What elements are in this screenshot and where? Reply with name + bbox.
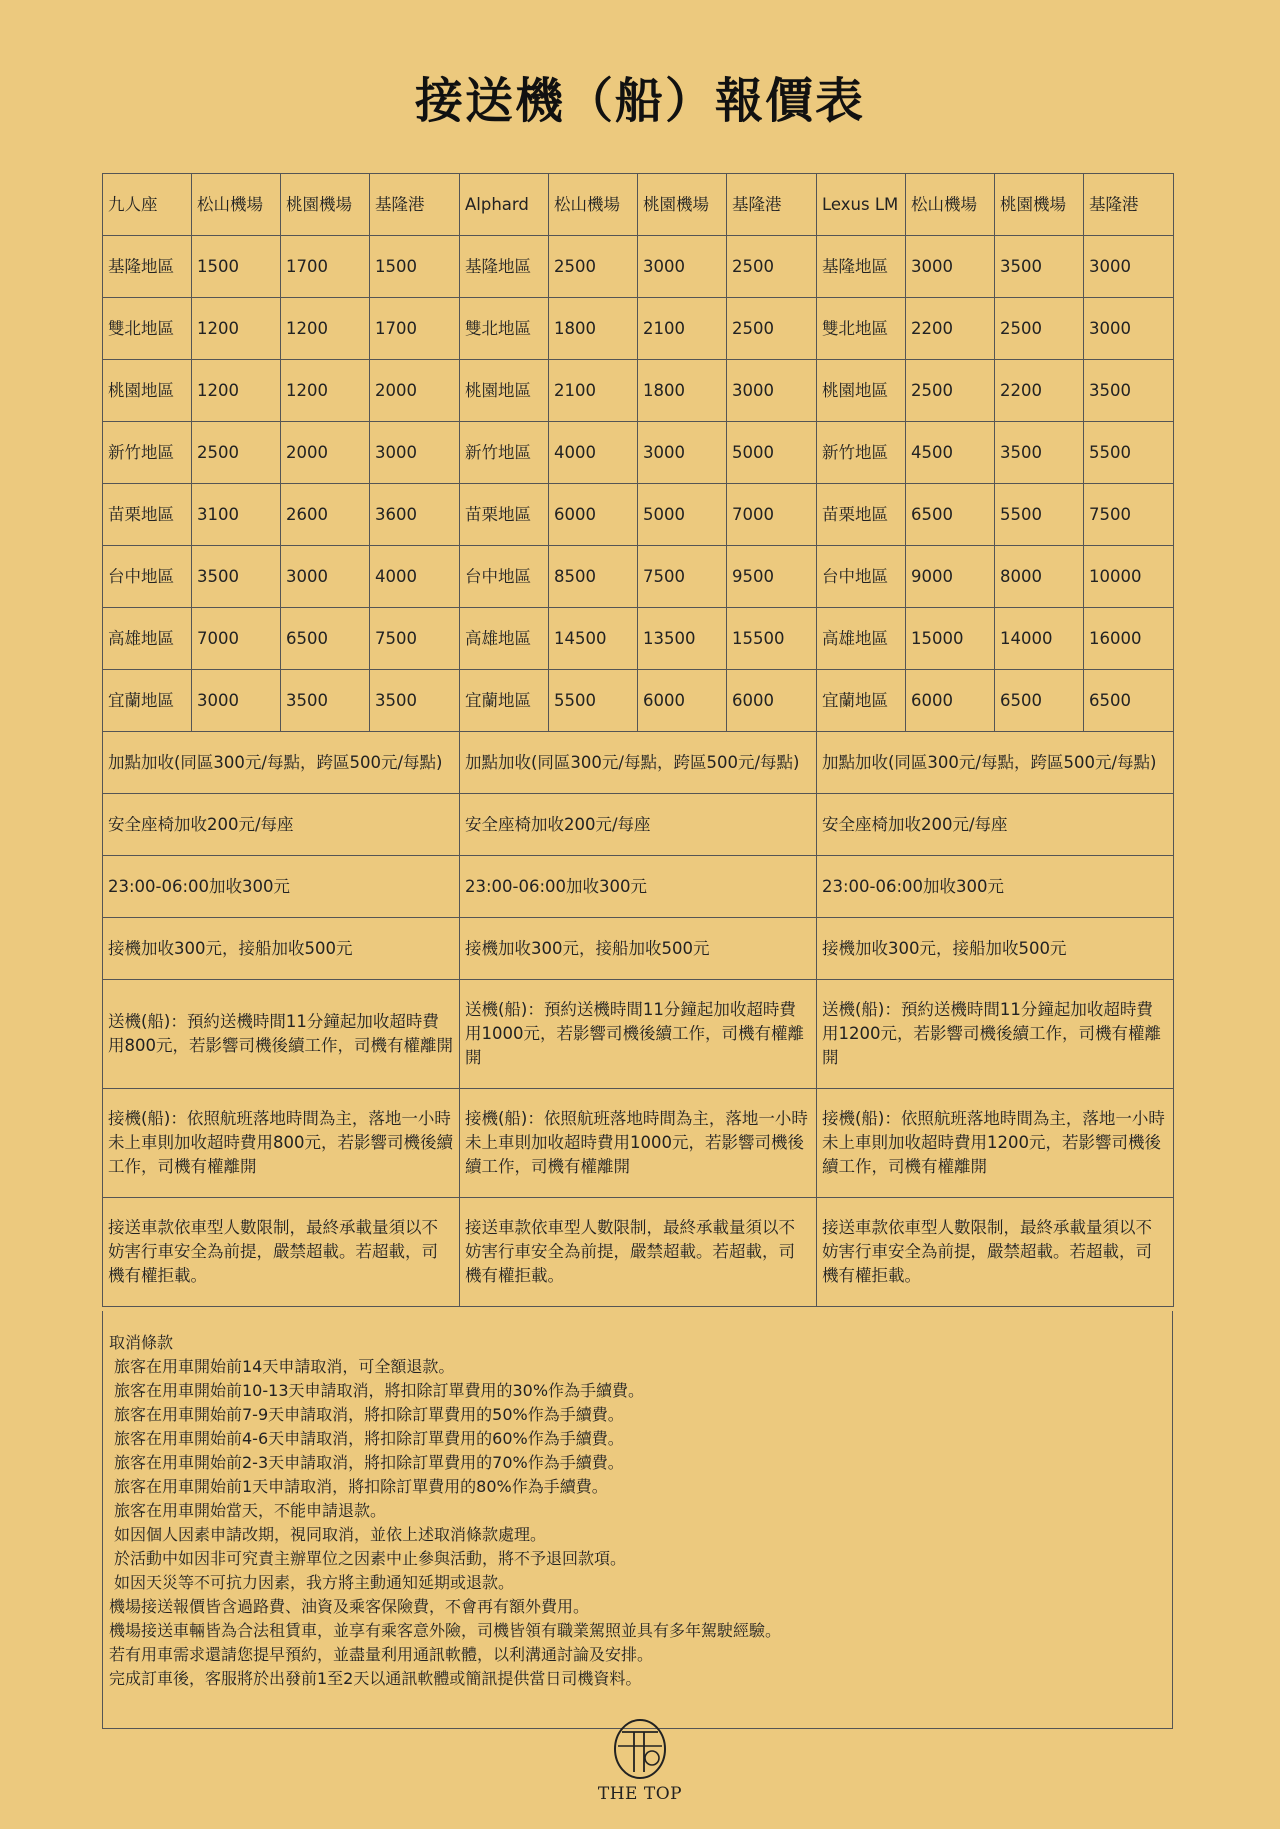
pickup-fee-note: 接機加收300元，接船加收500元 — [103, 918, 460, 980]
area-label: 新竹地區 — [460, 422, 549, 484]
child-seat-note: 安全座椅加收200元/每座 — [460, 794, 817, 856]
price-cell: 6500 — [906, 484, 995, 546]
child-seat-note: 安全座椅加收200元/每座 — [817, 794, 1174, 856]
dropoff-overtime-note: 送機(船)：預約送機時間11分鐘起加收超時費用1200元，若影響司機後續工作，司機有權離開 — [817, 980, 1174, 1089]
capacity-note: 接送車款依車型人數限制，最終承載量須以不妨害行車安全為前提，嚴禁超載。若超載，司機有權拒載。 — [103, 1198, 460, 1307]
price-cell: 2500 — [906, 360, 995, 422]
area-label: 桃園地區 — [817, 360, 906, 422]
price-cell: 1700 — [281, 236, 370, 298]
location-header: 基隆港 — [1084, 174, 1174, 236]
pickup-overtime-note: 接機(船)：依照航班落地時間為主，落地一小時未上車則加收超時費用800元，若影響司機後續工作，司機有權離開 — [103, 1089, 460, 1198]
cancellation-heading: 取消條款 — [109, 1333, 174, 1352]
price-cell: 13500 — [638, 608, 727, 670]
price-cell: 2200 — [995, 360, 1084, 422]
price-cell: 3000 — [638, 422, 727, 484]
area-label: 宜蘭地區 — [460, 670, 549, 732]
price-cell: 3000 — [727, 360, 817, 422]
price-cell: 7000 — [727, 484, 817, 546]
cancellation-rule: 旅客在用車開始當天，不能申請退款。 — [114, 1501, 387, 1520]
capacity-note: 接送車款依車型人數限制，最終承載量須以不妨害行車安全為前提，嚴禁超載。若超載，司機有權拒載。 — [817, 1198, 1174, 1307]
price-cell: 8500 — [549, 546, 638, 608]
cancellation-rule: 於活動中如因非可究責主辦單位之因素中止參與活動，將不予退回款項。 — [114, 1549, 627, 1568]
header-row — [103, 174, 1174, 236]
note-row — [103, 980, 1174, 1089]
monogram-emblem-icon — [610, 1718, 670, 1780]
note-row — [103, 856, 1174, 918]
area-label: 宜蘭地區 — [817, 670, 906, 732]
dropoff-overtime-note: 送機(船)：預約送機時間11分鐘起加收超時費用800元，若影響司機後續工作，司機有權離開 — [103, 980, 460, 1089]
price-cell: 2500 — [192, 422, 281, 484]
area-label: 新竹地區 — [817, 422, 906, 484]
note-row — [103, 1089, 1174, 1198]
extra-stop-note: 加點加收(同區300元/每點，跨區500元/每點) — [460, 732, 817, 794]
price-cell: 6500 — [995, 670, 1084, 732]
general-note: 機場接送車輛皆為合法租賃車，並享有乘客意外險，司機皆領有職業駕照並具有多年駕駛經驗。 — [109, 1621, 782, 1640]
night-surcharge-note: 23:00-06:00加收300元 — [460, 856, 817, 918]
extra-stop-note: 加點加收(同區300元/每點，跨區500元/每點) — [103, 732, 460, 794]
price-cell: 3600 — [370, 484, 460, 546]
area-label: 桃園地區 — [103, 360, 192, 422]
area-label: 苗栗地區 — [817, 484, 906, 546]
vehicle-type-header: 九人座 — [103, 174, 192, 236]
night-surcharge-note: 23:00-06:00加收300元 — [103, 856, 460, 918]
price-cell: 16000 — [1084, 608, 1174, 670]
area-label: 高雄地區 — [103, 608, 192, 670]
table-row — [103, 360, 1174, 422]
area-label: 宜蘭地區 — [103, 670, 192, 732]
price-cell: 1800 — [638, 360, 727, 422]
price-cell: 7500 — [370, 608, 460, 670]
price-cell: 2500 — [727, 298, 817, 360]
price-cell: 3100 — [192, 484, 281, 546]
price-cell: 2600 — [281, 484, 370, 546]
price-cell: 2500 — [727, 236, 817, 298]
area-label: 雙北地區 — [460, 298, 549, 360]
note-row — [103, 794, 1174, 856]
cancellation-rule: 旅客在用車開始前4-6天申請取消，將扣除訂單費用的60%作為手續費。 — [114, 1429, 624, 1448]
price-cell: 1500 — [192, 236, 281, 298]
area-label: 苗栗地區 — [103, 484, 192, 546]
price-cell: 1200 — [281, 298, 370, 360]
price-cell: 3500 — [995, 422, 1084, 484]
extra-stop-note: 加點加收(同區300元/每點，跨區500元/每點) — [817, 732, 1174, 794]
price-cell: 3000 — [638, 236, 727, 298]
price-cell: 2000 — [370, 360, 460, 422]
page-title: 接送機（船）報價表 — [414, 73, 865, 129]
price-cell: 9500 — [727, 546, 817, 608]
cancellation-rule: 旅客在用車開始前7-9天申請取消，將扣除訂單費用的50%作為手續費。 — [114, 1405, 624, 1424]
location-header: 桃園機場 — [281, 174, 370, 236]
general-note: 若有用車需求還請您提早預約，並盡量利用通訊軟體，以利溝通討論及安排。 — [109, 1645, 654, 1664]
price-cell: 1200 — [281, 360, 370, 422]
price-cell: 3500 — [370, 670, 460, 732]
price-cell: 5500 — [995, 484, 1084, 546]
vehicle-type-header: Alphard — [460, 174, 549, 236]
price-cell: 7000 — [192, 608, 281, 670]
price-cell: 4000 — [549, 422, 638, 484]
price-cell: 7500 — [1084, 484, 1174, 546]
area-label: 台中地區 — [460, 546, 549, 608]
price-cell: 1200 — [192, 360, 281, 422]
area-label: 台中地區 — [103, 546, 192, 608]
price-cell: 5500 — [549, 670, 638, 732]
price-cell: 3000 — [192, 670, 281, 732]
table-row — [103, 670, 1174, 732]
price-cell: 3500 — [1084, 360, 1174, 422]
table-row — [103, 236, 1174, 298]
area-label: 新竹地區 — [103, 422, 192, 484]
cancellation-rule: 旅客在用車開始前2-3天申請取消，將扣除訂單費用的70%作為手續費。 — [114, 1453, 624, 1472]
dropoff-overtime-note: 送機(船)：預約送機時間11分鐘起加收超時費用1000元，若影響司機後續工作，司機有權離開 — [460, 980, 817, 1089]
capacity-note: 接送車款依車型人數限制，最終承載量須以不妨害行車安全為前提，嚴禁超載。若超載，司機有權拒載。 — [460, 1198, 817, 1307]
price-cell: 3500 — [281, 670, 370, 732]
price-cell: 7500 — [638, 546, 727, 608]
note-row — [103, 732, 1174, 794]
location-header: 基隆港 — [370, 174, 460, 236]
price-cell: 1200 — [192, 298, 281, 360]
area-label: 高雄地區 — [460, 608, 549, 670]
price-cell: 5500 — [1084, 422, 1174, 484]
price-cell: 6500 — [281, 608, 370, 670]
price-cell: 2200 — [906, 298, 995, 360]
area-label: 基隆地區 — [817, 236, 906, 298]
location-header: 基隆港 — [727, 174, 817, 236]
cancellation-rule: 旅客在用車開始前14天申請取消，可全額退款。 — [114, 1357, 455, 1376]
price-cell: 2100 — [638, 298, 727, 360]
area-label: 雙北地區 — [817, 298, 906, 360]
brand-logo — [590, 1718, 690, 1804]
price-cell: 9000 — [906, 546, 995, 608]
price-cell: 1700 — [370, 298, 460, 360]
cancellation-rule: 如因天災等不可抗力因素，我方將主動通知延期或退款。 — [114, 1573, 515, 1592]
price-cell: 6000 — [906, 670, 995, 732]
table-row — [103, 546, 1174, 608]
area-label: 基隆地區 — [103, 236, 192, 298]
price-cell: 6000 — [549, 484, 638, 546]
price-cell: 3000 — [281, 546, 370, 608]
area-label: 高雄地區 — [817, 608, 906, 670]
price-cell: 2500 — [995, 298, 1084, 360]
cancellation-policy — [102, 1311, 1173, 1729]
cancellation-rule: 旅客在用車開始前1天申請取消，將扣除訂單費用的80%作為手續費。 — [114, 1477, 608, 1496]
price-cell: 14000 — [995, 608, 1084, 670]
location-header: 桃園機場 — [995, 174, 1084, 236]
price-cell: 8000 — [995, 546, 1084, 608]
price-cell: 6000 — [727, 670, 817, 732]
area-label: 台中地區 — [817, 546, 906, 608]
location-header: 桃園機場 — [638, 174, 727, 236]
location-header: 松山機場 — [549, 174, 638, 236]
area-label: 基隆地區 — [460, 236, 549, 298]
table-row — [103, 484, 1174, 546]
price-cell: 2000 — [281, 422, 370, 484]
cancellation-rule: 旅客在用車開始前10-13天申請取消，將扣除訂單費用的30%作為手續費。 — [114, 1381, 645, 1400]
price-cell: 1500 — [370, 236, 460, 298]
location-header: 松山機場 — [906, 174, 995, 236]
location-header: 松山機場 — [192, 174, 281, 236]
note-row — [103, 1198, 1174, 1307]
area-label: 雙北地區 — [103, 298, 192, 360]
price-cell: 3000 — [1084, 298, 1174, 360]
price-cell: 5000 — [638, 484, 727, 546]
vehicle-type-header: Lexus LM — [817, 174, 906, 236]
price-table — [102, 173, 1174, 1307]
price-cell: 3000 — [370, 422, 460, 484]
price-cell: 4000 — [370, 546, 460, 608]
pickup-overtime-note: 接機(船)：依照航班落地時間為主，落地一小時未上車則加收超時費用1200元，若影響司機後續工作，司機有權離開 — [817, 1089, 1174, 1198]
price-cell: 3500 — [995, 236, 1084, 298]
price-cell: 15000 — [906, 608, 995, 670]
price-cell: 2500 — [549, 236, 638, 298]
price-cell: 6500 — [1084, 670, 1174, 732]
table-row — [103, 298, 1174, 360]
price-cell: 3000 — [1084, 236, 1174, 298]
price-cell: 15500 — [727, 608, 817, 670]
price-cell: 2100 — [549, 360, 638, 422]
price-cell: 10000 — [1084, 546, 1174, 608]
brand-name: THE TOP — [597, 1784, 683, 1804]
price-cell: 6000 — [638, 670, 727, 732]
pickup-fee-note: 接機加收300元，接船加收500元 — [817, 918, 1174, 980]
area-label: 桃園地區 — [460, 360, 549, 422]
pickup-fee-note: 接機加收300元，接船加收500元 — [460, 918, 817, 980]
price-cell: 3000 — [906, 236, 995, 298]
general-note: 機場接送報價皆含過路費、油資及乘客保險費，不會再有額外費用。 — [109, 1597, 590, 1616]
table-row — [103, 422, 1174, 484]
cancellation-rule: 如因個人因素申請改期，視同取消，並依上述取消條款處理。 — [114, 1525, 547, 1544]
price-cell: 1800 — [549, 298, 638, 360]
price-cell: 3500 — [192, 546, 281, 608]
general-note: 完成訂車後，客服將於出發前1至2天以通訊軟體或簡訊提供當日司機資料。 — [109, 1669, 642, 1688]
pickup-overtime-note: 接機(船)：依照航班落地時間為主，落地一小時未上車則加收超時費用1000元，若影響司機後續工作，司機有權離開 — [460, 1089, 817, 1198]
child-seat-note: 安全座椅加收200元/每座 — [103, 794, 460, 856]
price-cell: 14500 — [549, 608, 638, 670]
area-label: 苗栗地區 — [460, 484, 549, 546]
night-surcharge-note: 23:00-06:00加收300元 — [817, 856, 1174, 918]
note-row — [103, 918, 1174, 980]
price-cell: 5000 — [727, 422, 817, 484]
price-cell: 4500 — [906, 422, 995, 484]
table-row — [103, 608, 1174, 670]
